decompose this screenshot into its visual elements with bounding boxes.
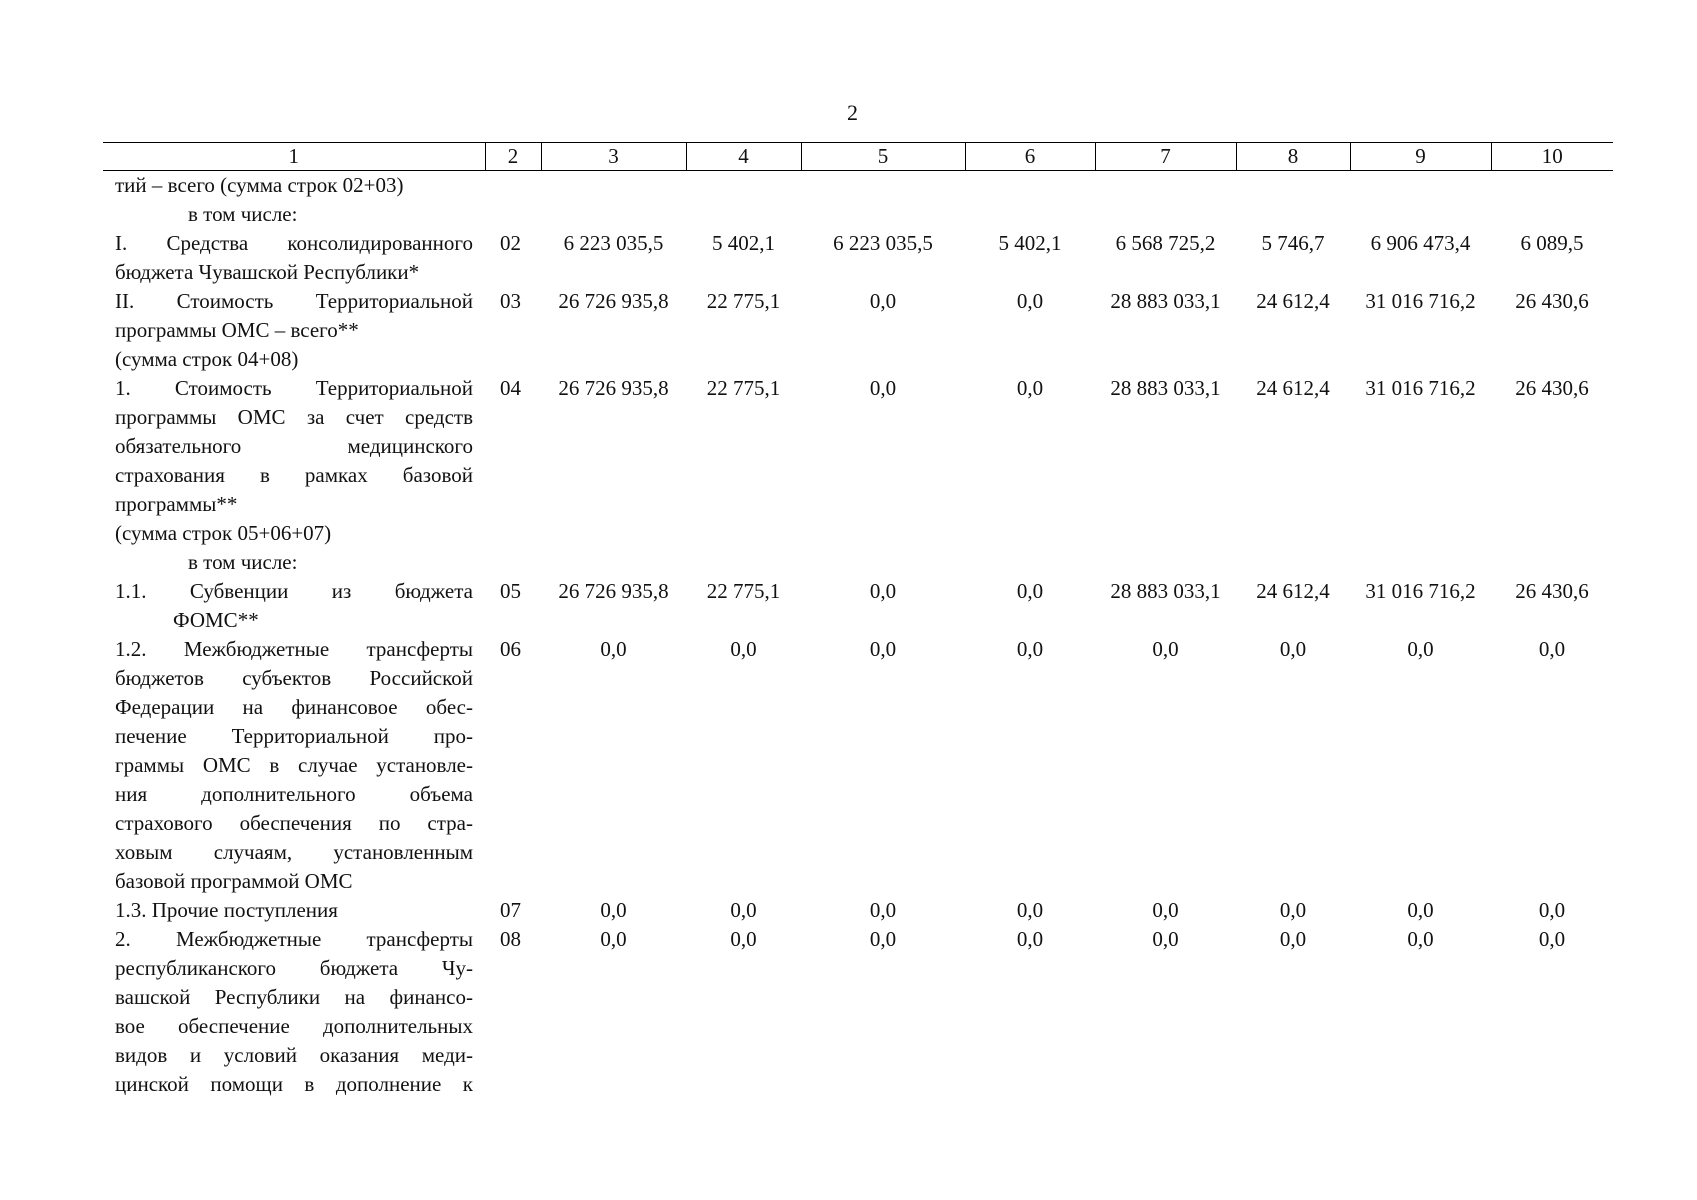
row-description <box>103 635 485 896</box>
value-cell-col-10: 26 430,6 <box>1515 579 1589 603</box>
value-cell-col-5: 0,0 <box>869 927 897 951</box>
description-line: программы** <box>115 492 238 516</box>
column-header-4: 4 <box>686 143 801 171</box>
table-row-03 <box>103 287 1613 374</box>
row-description <box>103 171 485 230</box>
description-line: цинской помощи в дополнение к <box>115 1072 473 1096</box>
value-cell-col-7: 0,0 <box>1152 898 1179 922</box>
value-cell-col-7: 0,0 <box>1152 637 1179 661</box>
description-line: бюджетов субъектов Российской <box>115 666 473 690</box>
description-line: Федерации на финансовое обес- <box>115 695 473 719</box>
value-cell-col-3: 26 726 935,8 <box>558 376 669 400</box>
description-line: базовой программой ОМС <box>115 869 353 893</box>
description-line: 1.3. Прочие поступления <box>115 898 338 922</box>
value-cell-col-3: 0,0 <box>600 637 627 661</box>
value-cell-col-4: 22 775,1 <box>706 289 781 313</box>
value-cell-col-9: 6 906 473,4 <box>1370 231 1471 255</box>
row-code: 08 <box>500 927 521 951</box>
value-cell-col-3: 0,0 <box>600 927 627 951</box>
value-cell-col-4: 0,0 <box>730 898 757 922</box>
row-description <box>103 577 485 635</box>
table-body <box>103 171 1613 1100</box>
value-cell-col-6: 0,0 <box>1016 289 1044 313</box>
column-header-9: 9 <box>1350 143 1491 171</box>
value-cell-col-6: 0,0 <box>1016 898 1044 922</box>
value-cell-col-7: 28 883 033,1 <box>1110 579 1221 603</box>
description-line: программы ОМС за счет средств <box>115 405 473 429</box>
value-cell-col-9: 0,0 <box>1407 637 1434 661</box>
value-cell-col-9: 31 016 716,2 <box>1365 376 1476 400</box>
description-line: 1. Стоимость Территориальной <box>115 376 473 400</box>
value-cell-col-3 <box>541 171 686 230</box>
value-cell-col-3: 0,0 <box>600 898 627 922</box>
column-header-8: 8 <box>1236 143 1350 171</box>
value-cell-col-8: 0,0 <box>1279 927 1307 951</box>
description-line: II. Стоимость Территориальной <box>115 289 473 313</box>
value-cell-col-3: 6 223 035,5 <box>563 231 664 255</box>
description-line: 1.2. Межбюджетные трансферты <box>115 637 473 661</box>
table-row-04 <box>103 374 1613 577</box>
value-cell-col-3: 26 726 935,8 <box>558 579 669 603</box>
description-line: I. Средства консолидированного <box>115 231 473 255</box>
value-cell-col-6: 0,0 <box>1016 927 1044 951</box>
value-cell-col-5: 0,0 <box>869 898 897 922</box>
description-line: в том числе: <box>188 202 298 226</box>
column-header-1: 1 <box>103 143 485 171</box>
value-cell-col-7: 0,0 <box>1152 927 1179 951</box>
table-row-05 <box>103 577 1613 635</box>
value-cell-col-5: 6 223 035,5 <box>833 231 933 255</box>
value-cell-col-3: 26 726 935,8 <box>558 289 669 313</box>
table-row-continuation <box>103 171 1613 230</box>
value-cell-col-10: 26 430,6 <box>1515 289 1589 313</box>
table-row-07 <box>103 896 1613 925</box>
description-line: в том числе: <box>188 550 298 574</box>
value-cell-col-6: 5 402,1 <box>998 231 1062 255</box>
row-description <box>103 287 485 374</box>
value-cell-col-8: 24 612,4 <box>1256 289 1330 313</box>
description-line: (сумма строк 05+06+07) <box>115 521 332 545</box>
description-line: вое обеспечение дополнительных <box>115 1014 473 1038</box>
value-cell-col-8 <box>1236 171 1350 230</box>
value-cell-col-10: 0,0 <box>1538 927 1566 951</box>
value-cell-col-7: 28 883 033,1 <box>1110 289 1221 313</box>
value-cell-col-5: 0,0 <box>869 579 897 603</box>
value-cell-col-7 <box>1095 171 1236 230</box>
value-cell-col-10: 0,0 <box>1538 637 1566 661</box>
row-code: 04 <box>500 376 521 400</box>
row-code: 06 <box>500 637 521 661</box>
value-cell-col-4: 5 402,1 <box>712 231 775 255</box>
description-line: страхования в рамках базовой <box>115 463 473 487</box>
description-line: страхового обеспечения по стра- <box>115 811 473 835</box>
column-header-3: 3 <box>541 143 686 171</box>
row-description <box>103 896 485 925</box>
value-cell-col-6 <box>965 171 1095 230</box>
value-cell-col-10 <box>1491 171 1613 230</box>
column-header-6: 6 <box>965 143 1095 171</box>
row-code: 02 <box>500 231 521 255</box>
value-cell-col-10: 0,0 <box>1538 898 1566 922</box>
value-cell-col-9: 0,0 <box>1407 927 1434 951</box>
value-cell-col-8: 24 612,4 <box>1256 376 1330 400</box>
description-line: тий – всего (сумма строк 02+03) <box>115 173 404 197</box>
description-line: 1.1. Субвенции из бюджета <box>115 579 473 603</box>
value-cell-col-4: 0,0 <box>730 637 757 661</box>
description-line: печение Территориальной про- <box>115 724 473 748</box>
description-line: граммы ОМС в случае установле- <box>115 753 473 777</box>
value-cell-col-9 <box>1350 171 1491 230</box>
description-line: ФОМС** <box>173 608 259 632</box>
row-description <box>103 925 485 1099</box>
value-cell-col-7: 28 883 033,1 <box>1110 376 1221 400</box>
description-line: 2. Межбюджетные трансферты <box>115 927 473 951</box>
page-number: 2 <box>847 100 858 125</box>
value-cell-col-5: 0,0 <box>869 376 897 400</box>
value-cell-col-10: 6 089,5 <box>1520 231 1584 255</box>
table-row-02 <box>103 229 1613 287</box>
value-cell-col-5: 0,0 <box>869 289 897 313</box>
value-cell-col-4: 0,0 <box>730 927 757 951</box>
row-code: 03 <box>500 289 521 313</box>
description-line: ния дополнительного объема <box>115 782 473 806</box>
column-header-7: 7 <box>1095 143 1236 171</box>
value-cell-col-4: 22 775,1 <box>706 579 781 603</box>
row-code: 05 <box>500 579 521 603</box>
value-cell-col-5 <box>801 171 965 230</box>
column-header-10: 10 <box>1491 143 1613 171</box>
value-cell-col-4 <box>686 171 801 230</box>
header-row <box>103 143 1613 171</box>
value-cell-col-8: 0,0 <box>1279 637 1307 661</box>
description-line: вашской Республики на финансо- <box>115 985 473 1009</box>
value-cell-col-8: 5 746,7 <box>1261 231 1325 255</box>
row-description <box>103 374 485 577</box>
value-cell-col-8: 24 612,4 <box>1256 579 1330 603</box>
value-cell-col-6: 0,0 <box>1016 637 1044 661</box>
column-header-5: 5 <box>801 143 965 171</box>
budget-table <box>103 142 1613 1099</box>
description-line: обязательного медицинского <box>115 434 473 458</box>
description-line: (сумма строк 04+08) <box>115 347 299 371</box>
description-line: республиканского бюджета Чу- <box>115 956 473 980</box>
value-cell-col-10: 26 430,6 <box>1515 376 1589 400</box>
row-description <box>103 229 485 287</box>
value-cell-col-9: 31 016 716,2 <box>1365 579 1476 603</box>
value-cell-col-5: 0,0 <box>869 637 897 661</box>
description-line: видов и условий оказания меди- <box>115 1043 473 1067</box>
value-cell-col-4: 22 775,1 <box>706 376 781 400</box>
value-cell-col-9: 0,0 <box>1407 898 1434 922</box>
description-line: бюджета Чувашской Республики* <box>115 260 420 284</box>
table-row-08 <box>103 925 1613 1099</box>
description-line: ховым случаям, установленным <box>115 840 473 864</box>
value-cell-col-7: 6 568 725,2 <box>1115 231 1216 255</box>
value-cell-col-6: 0,0 <box>1016 579 1044 603</box>
row-code <box>485 171 541 230</box>
value-cell-col-6: 0,0 <box>1016 376 1044 400</box>
row-code: 07 <box>500 898 521 922</box>
column-header-2: 2 <box>485 143 541 171</box>
description-line: программы ОМС – всего** <box>115 318 359 342</box>
table-row-06 <box>103 635 1613 896</box>
value-cell-col-8: 0,0 <box>1279 898 1307 922</box>
value-cell-col-9: 31 016 716,2 <box>1365 289 1476 313</box>
